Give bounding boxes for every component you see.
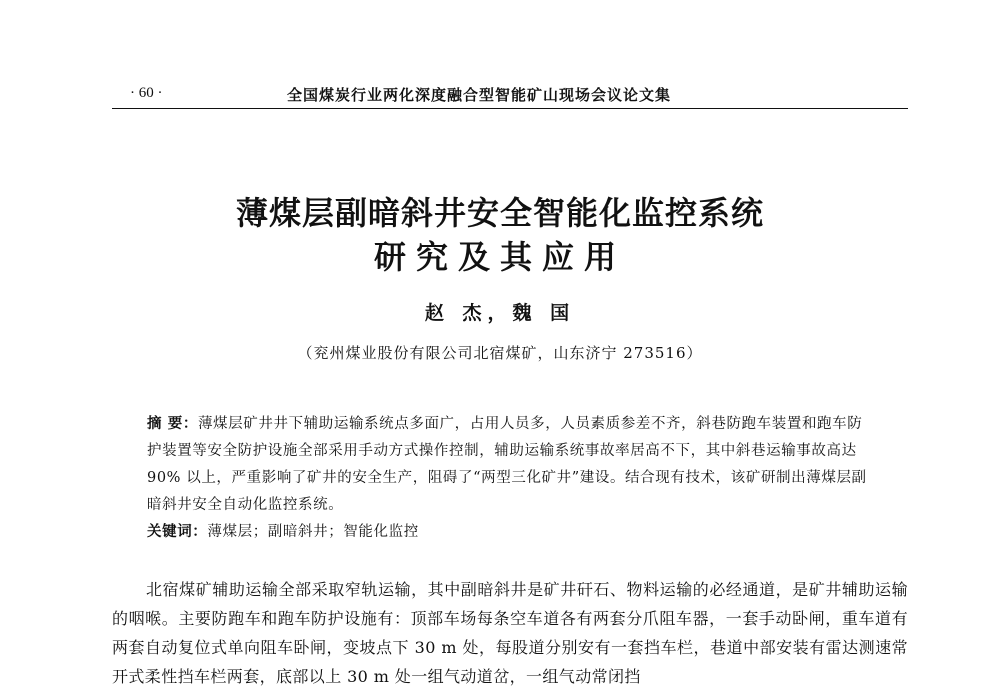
keywords-text: 薄煤层；副暗斜井；智能化监控 — [207, 524, 419, 540]
running-title: 全国煤炭行业两化深度融合型智能矿山现场会议论文集 — [287, 86, 672, 104]
body-paragraph: 北宿煤矿辅助运输全部采取窄轨运输，其中副暗斜井是矿井矸石、物料运输的必经通道，是矿井辅助运输的咽喉。主要防跑车和跑车防护设施有：顶部车场每条空车道各有两套分爪阻车器，一套手动卧闸，重车道有两套自动复位式单向阻车卧闸，变坡点下 30 m 处，每股道分别安有一套挡车栏，巷道中部安装有雷达测速常开式柔性挡车栏两套，底部以上 30 m 处一组气动道岔，一组气动常闭挡 — [112, 580, 908, 686]
abstract-text: 薄煤层矿井井下辅助运输系统点多面广，占用人员多，人员素质参差不齐，斜巷防跑车装置和跑车防护装置等安全防护设施全部采用手动方式操作控制，辅助运输系统事故率居高不下，其中斜巷运输事故高达90% 以上，严重影响了矿井的安全生产，阻碍了“两型三化矿井”建设。结合现有技术，该矿研制出薄煤层副暗斜井安全自动化监控系统。 — [147, 416, 867, 513]
paper-title-line2: 研究及其应用 — [373, 238, 626, 276]
paper-title-line1: 薄煤层副暗斜井安全智能化监控系统 — [235, 194, 764, 232]
page-number: · 60 · — [130, 85, 163, 101]
abstract-label: 摘 要： — [147, 415, 198, 432]
authors: 赵 杰，魏 国 — [424, 302, 576, 324]
running-header — [112, 82, 908, 109]
keywords — [147, 520, 867, 541]
keywords-label: 关键词： — [147, 523, 208, 540]
affiliation: （兖州煤业股份有限公司北宿煤矿，山东济宁 273516） — [297, 344, 703, 362]
abstract — [147, 410, 867, 519]
